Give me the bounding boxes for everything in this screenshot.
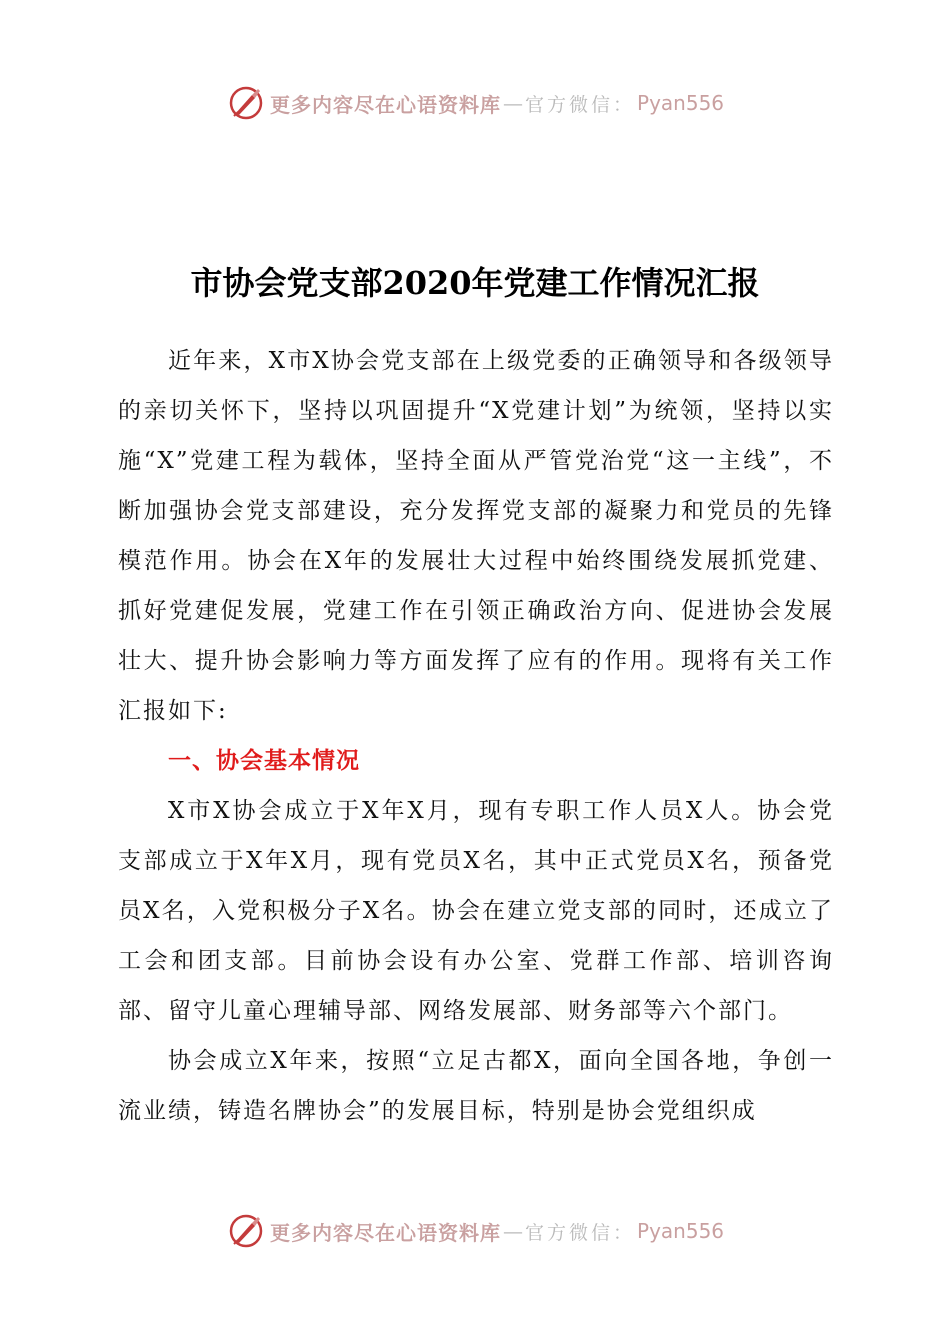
watermark-wechat-id: Pyan556 xyxy=(637,1219,725,1243)
quill-logo-icon xyxy=(228,85,264,121)
footer-watermark xyxy=(228,1211,724,1251)
paragraph-basic-info: X市X协会成立于X年X月，现有专职工作人员X人。协会党支部成立于X年X月，现有党员X名，其中正式党员X名，预备党员X名，入党积极分子X名。协会在建立党支部的同时，还成立了工会和团支部。目前协会设有办公室、党群工作部、培训咨询部、留守儿童心理辅导部、网络发展部、财务部等六个部门。 xyxy=(118,798,834,1024)
document-body xyxy=(118,336,834,1136)
section-heading: 一、协会基本情况 xyxy=(168,748,360,774)
paragraph-development: 协会成立X年来，按照“立足古都X，面向全国各地，争创一流业绩，铸造名牌协会”的发展目标，特别是协会党组织成 xyxy=(118,1048,834,1124)
document-title: 市协会党支部2020年党建工作情况汇报 xyxy=(190,264,760,302)
header-watermark xyxy=(228,83,724,123)
watermark-wechat-id: Pyan556 xyxy=(637,91,725,115)
watermark-text: 更多内容尽在心语资料库 xyxy=(270,92,501,117)
watermark-dash: — xyxy=(503,91,523,115)
watermark-label: 官方微信： xyxy=(525,93,636,116)
watermark-dash: — xyxy=(503,1219,523,1243)
paragraph-intro: 近年来，X市X协会党支部在上级党委的正确领导和各级领导的亲切关怀下，坚持以巩固提升“X党建计划”为统领，坚持以实施“X”党建工程为载体，坚持全面从严管党治党“这一主线”，不断加强协会党支部建设，充分发挥党支部的凝聚力和党员的先锋模范作用。协会在X年的发展壮大过程中始终围绕发展抓党建、抓好党建促发展，党建工作在引领正确政治方向、促进协会发展壮大、提升协会影响力等方面发挥了应有的作用。现将有关工作汇报如下: xyxy=(118,348,834,724)
quill-logo-icon xyxy=(228,1213,264,1249)
watermark-text: 更多内容尽在心语资料库 xyxy=(270,1220,501,1245)
watermark-label: 官方微信： xyxy=(525,1221,636,1244)
